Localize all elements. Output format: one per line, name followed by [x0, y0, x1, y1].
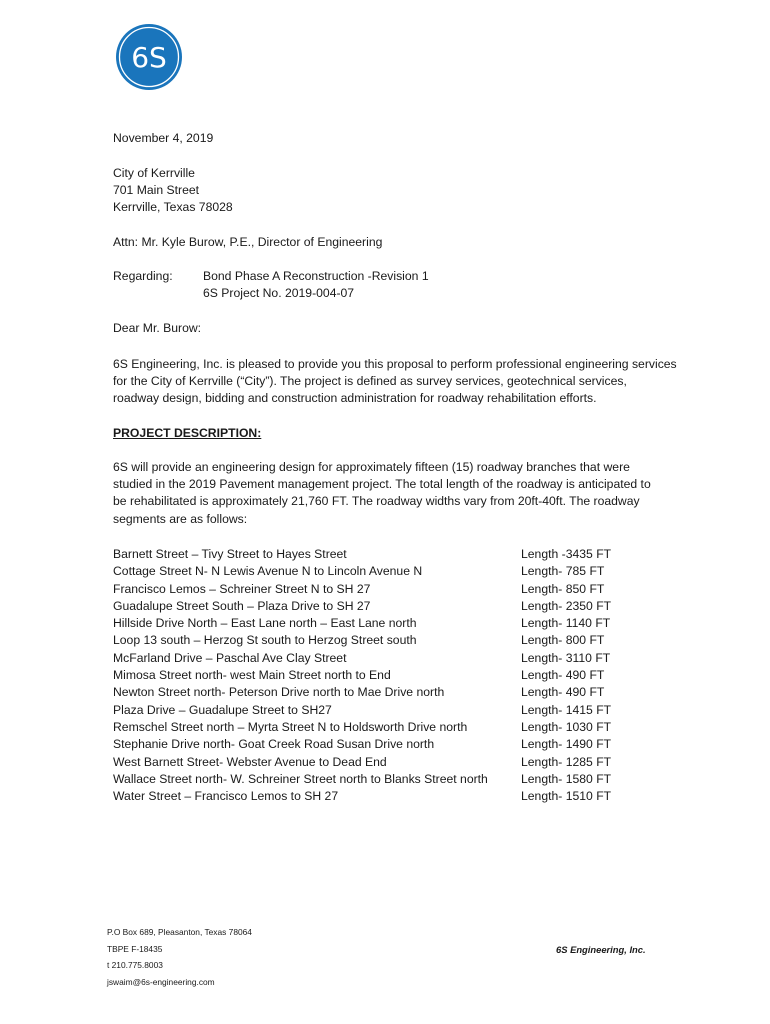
attention-line: Attn: Mr. Kyle Burow, P.E., Director of Engineering	[113, 235, 383, 249]
footer-phone: t 210.775.8003	[107, 960, 163, 970]
segment-length: Length- 1580 FT	[521, 771, 612, 786]
footer-contact	[107, 924, 252, 990]
regarding-subject: Bond Phase A Reconstruction -Revision 1	[203, 269, 429, 283]
segment-row	[113, 650, 673, 667]
segment-length: Length- 1415 FT	[521, 702, 612, 717]
segment-length: Length- 1285 FT	[521, 754, 612, 769]
logo-text: 6S	[131, 41, 167, 74]
segment-row	[113, 719, 673, 736]
segment-row	[113, 632, 673, 649]
intro-line: 6S Engineering, Inc. is pleased to provide you this proposal to perform professional engineering services	[113, 357, 677, 371]
segment-row	[113, 684, 673, 701]
segment-row	[113, 667, 673, 684]
segment-list	[113, 546, 673, 805]
intro-line: roadway design, bidding and construction administration for roadway rehabilitation efforts.	[113, 391, 597, 406]
company-logo	[113, 21, 185, 93]
intro-paragraph	[113, 356, 708, 408]
segment-name: West Barnett Street- Webster Avenue to Dead End	[113, 754, 387, 769]
logo-circle-icon	[113, 21, 185, 93]
segment-name: Remschel Street north – Myrta Street N to Holdsworth Drive north	[113, 719, 468, 734]
segment-length: Length- 785 FT	[521, 564, 605, 579]
segment-name: Cottage Street N- N Lewis Avenue N to Lincoln Avenue N	[113, 564, 423, 579]
segment-name: Francisco Lemos – Schreiner Street N to SH 27	[113, 581, 371, 596]
segment-name: Guadalupe Street South – Plaza Drive to SH 27	[113, 598, 371, 613]
description-paragraph	[113, 459, 708, 528]
regarding-project-number: 6S Project No. 2019-004-07	[203, 286, 355, 301]
segment-length: Length- 3110 FT	[521, 650, 611, 665]
segment-length: Length- 800 FT	[521, 633, 605, 648]
letter-date: November 4, 2019	[113, 131, 214, 145]
segment-length: Length- 1490 FT	[521, 737, 612, 752]
recipient-street: 701 Main Street	[113, 183, 200, 198]
segment-row	[113, 581, 673, 598]
segment-name: Hillside Drive North – East Lane north – East Lane north	[113, 616, 417, 631]
segment-row	[113, 754, 673, 771]
segment-row	[113, 771, 673, 788]
recipient-city: Kerrville, Texas 78028	[113, 200, 233, 215]
segment-length: Length- 490 FT	[521, 668, 605, 683]
footer-company: 6S Engineering, Inc.	[556, 944, 646, 955]
segment-row	[113, 702, 673, 719]
segment-name: Mimosa Street north- west Main Street north to End	[113, 668, 391, 683]
regarding-label: Regarding:	[113, 269, 173, 283]
segment-row	[113, 615, 673, 632]
section-heading: PROJECT DESCRIPTION:	[113, 426, 262, 440]
segment-length: Length- 1030 FT	[521, 719, 612, 734]
footer-license: TBPE F-18435	[107, 943, 163, 954]
segment-name: Barnett Street – Tivy Street to Hayes Street	[113, 547, 347, 561]
segment-name: McFarland Drive – Paschal Ave Clay Street	[113, 650, 347, 665]
segment-name: Stephanie Drive north- Goat Creek Road Susan Drive north	[113, 737, 435, 752]
description-line: segments are as follows:	[113, 511, 248, 526]
segment-row	[113, 788, 673, 805]
segment-name: Wallace Street north- W. Schreiner Street north to Blanks Street north	[113, 771, 488, 786]
segment-length: Length -3435 FT	[521, 547, 612, 561]
footer-address: P.O Box 689, Pleasanton, Texas 78064	[107, 927, 252, 937]
description-line: be rehabilitated is approximately 21,760 FT. The roadway widths vary from 20ft-40ft. The roadway	[113, 494, 640, 509]
segment-row	[113, 736, 673, 753]
segment-length: Length- 1140 FT	[521, 616, 611, 631]
segment-length: Length- 1510 FT	[521, 789, 612, 804]
segment-row	[113, 598, 673, 615]
segment-name: Loop 13 south – Herzog St south to Herzog Street south	[113, 633, 417, 648]
segment-row	[113, 563, 673, 580]
recipient-name: City of Kerrville	[113, 166, 195, 180]
description-line: studied in the 2019 Pavement management project. The total length of the roadway is anticipated to	[113, 477, 651, 492]
segment-length: Length- 2350 FT	[521, 598, 612, 613]
segment-length: Length- 850 FT	[521, 581, 605, 596]
intro-line: for the City of Kerrville (“City”). The project is defined as survey services, geotechnical services,	[113, 374, 627, 389]
footer-email: jswaim@6s-engineering.com	[107, 976, 215, 987]
segment-name: Water Street – Francisco Lemos to SH 27	[113, 789, 339, 804]
segment-row	[113, 546, 673, 563]
segment-length: Length- 490 FT	[521, 685, 605, 700]
regarding-block	[113, 268, 703, 302]
segment-name: Plaza Drive – Guadalupe Street to SH27	[113, 702, 332, 717]
description-line: 6S will provide an engineering design for approximately fifteen (15) roadway branches that were	[113, 460, 630, 474]
recipient-address	[113, 165, 703, 217]
segment-name: Newton Street north- Peterson Drive north to Mae Drive north	[113, 685, 445, 700]
salutation: Dear Mr. Burow:	[113, 321, 202, 335]
